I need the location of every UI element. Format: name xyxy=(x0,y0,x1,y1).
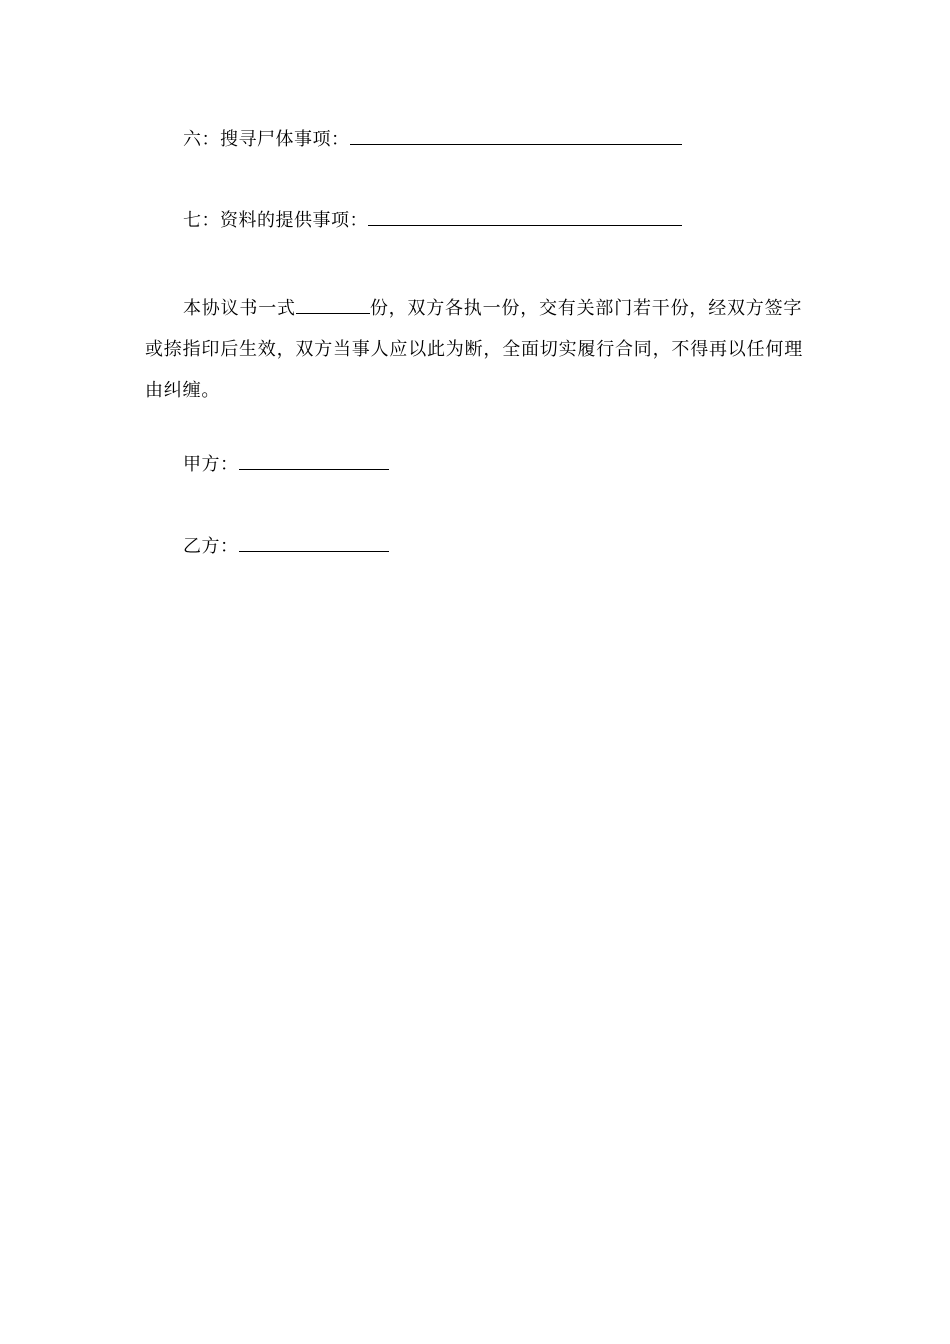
item-7-blank[interactable] xyxy=(368,209,682,226)
item-7-line xyxy=(183,209,682,231)
party-b-signature-blank[interactable] xyxy=(239,535,389,552)
copies-count-blank[interactable] xyxy=(296,299,370,314)
item-6-label: 六：搜寻尸体事项： xyxy=(183,129,350,150)
party-a-signature-blank[interactable] xyxy=(239,453,389,470)
item-6-blank[interactable] xyxy=(350,128,682,145)
closing-paragraph xyxy=(145,288,805,411)
party-a-line xyxy=(183,453,389,475)
party-b-label: 乙方： xyxy=(183,536,239,557)
item-6-line xyxy=(183,128,682,150)
item-7-label: 七：资料的提供事项： xyxy=(183,210,368,231)
closing-text-part2: 份，双方各执一份，交有关部门若干份，经双方签字或捺指印后生效，双方当事人应以此为断，全面切实履行合同，不得再以任何理由纠缠。 xyxy=(145,298,803,401)
party-a-label: 甲方： xyxy=(183,454,239,475)
closing-text-part1: 本协议书一式 xyxy=(183,298,296,319)
party-b-line xyxy=(183,535,389,557)
